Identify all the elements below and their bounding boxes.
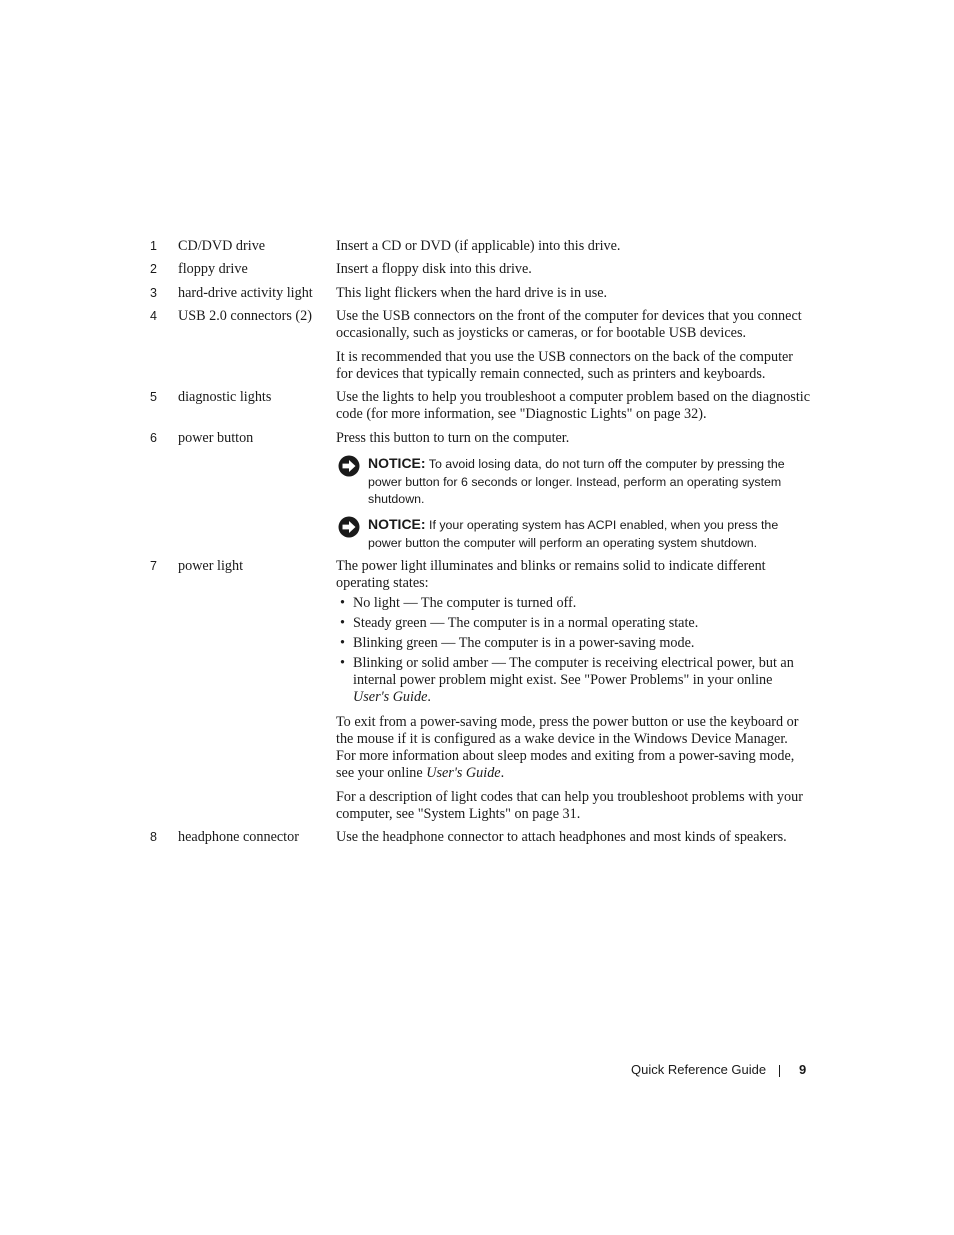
notice-body: If your operating system has ACPI enabled, when you press the power button the computer will perform an operating system shutdown.	[368, 518, 779, 550]
item-description-text: Press this button to turn on the computer.	[336, 430, 570, 446]
paragraph-text	[336, 714, 811, 782]
list-item-text: Steady green — The computer is in a normal operating state.	[353, 615, 699, 631]
item-description	[336, 308, 811, 383]
item-number: 1	[150, 239, 157, 253]
bullet-icon: •	[340, 595, 345, 611]
item-number: 4	[150, 309, 157, 323]
item-term: USB 2.0 connectors (2)	[178, 308, 312, 324]
item-description-text: The power light illuminates and blinks or remains solid to indicate different operating states:	[336, 558, 766, 591]
notice-text	[336, 455, 806, 509]
item-number: 7	[150, 559, 157, 573]
light-codes-paragraph	[336, 789, 811, 823]
item-description	[336, 829, 811, 846]
list-item	[336, 595, 811, 612]
item-description	[336, 558, 811, 592]
item-description	[336, 238, 811, 255]
item-description-text: Use the headphone connector to attach headphones and most kinds of speakers.	[336, 829, 787, 845]
item-number: 8	[150, 830, 157, 844]
item-description	[336, 389, 811, 423]
notice-body: To avoid losing data, do not turn off the computer by pressing the power button for 6 seconds or longer. Instead, perform an operating system shutdown.	[368, 457, 785, 506]
item-description-text: Use the lights to help you troubleshoot a computer problem based on the diagnostic code (for more information, see "Diagnostic Lights" on page 32).	[336, 389, 811, 422]
notice-block-1	[336, 455, 806, 509]
item-number: 5	[150, 390, 157, 404]
list-item	[336, 635, 811, 652]
notice-block-2	[336, 516, 806, 552]
item-description-text-2: It is recommended that you use the USB connectors on the back of the computer for devices that typically remain connected, such as printers and keyboards.	[336, 349, 794, 382]
item-term: floppy drive	[178, 261, 248, 277]
page-number: 9	[799, 1062, 807, 1077]
item-description	[336, 430, 811, 447]
list-item-text: Blinking green — The computer is in a power-saving mode.	[353, 635, 695, 651]
list-item-text: No light — The computer is turned off.	[353, 595, 577, 611]
item-description-text: Insert a CD or DVD (if applicable) into this drive.	[336, 238, 621, 254]
item-term: CD/DVD drive	[178, 238, 266, 254]
users-guide-reference: User's Guide	[426, 765, 501, 781]
power-light-states-list	[336, 595, 811, 706]
bullet-icon: •	[340, 655, 345, 671]
list-item	[336, 615, 811, 632]
list-item-text: Blinking or solid amber — The computer is receiving electrical power, but an internal power problem might exist. See "Power Problems" in your online	[353, 655, 794, 688]
bullet-icon: •	[340, 615, 345, 631]
item-number: 6	[150, 431, 157, 445]
item-term: power button	[178, 430, 254, 446]
bullet-icon: •	[340, 635, 345, 651]
item-description	[336, 261, 811, 278]
item-term: headphone connector	[178, 829, 299, 845]
item-number: 3	[150, 286, 157, 300]
paragraph-body: To exit from a power-saving mode, press the power button or use the keyboard or the mouse if it is configured as a wake device in the Windows Device Manager. For more information about sleep modes and exiting from a power-saving mode, see your online	[336, 714, 799, 781]
item-term: diagnostic lights	[178, 389, 272, 405]
footer-title: Quick Reference Guide	[631, 1062, 767, 1077]
list-item	[336, 655, 811, 706]
item-description	[336, 285, 811, 302]
item-number: 2	[150, 262, 157, 276]
notice-arrow-icon	[338, 455, 360, 477]
notice-label: NOTICE:	[368, 455, 426, 471]
item-term: hard-drive activity light	[178, 285, 313, 301]
footer-separator	[779, 1065, 780, 1077]
notice-label: NOTICE:	[368, 516, 426, 532]
power-saving-paragraph	[336, 714, 811, 782]
paragraph-end: .	[500, 765, 505, 781]
item-description-text: Use the USB connectors on the front of the computer for devices that you connect occasionally, such as joysticks or cameras, or for bootable USB devices.	[336, 308, 802, 341]
users-guide-reference: User's Guide	[353, 689, 428, 705]
paragraph-text: For a description of light codes that can help you troubleshoot problems with your computer, see "System Lights" on page 31.	[336, 789, 803, 822]
notice-text	[336, 516, 806, 552]
item-description-text: Insert a floppy disk into this drive.	[336, 261, 532, 277]
notice-arrow-icon	[338, 516, 360, 538]
item-term: power light	[178, 558, 244, 574]
item-description-text: This light flickers when the hard drive is in use.	[336, 285, 608, 301]
list-item-end: .	[427, 689, 431, 705]
